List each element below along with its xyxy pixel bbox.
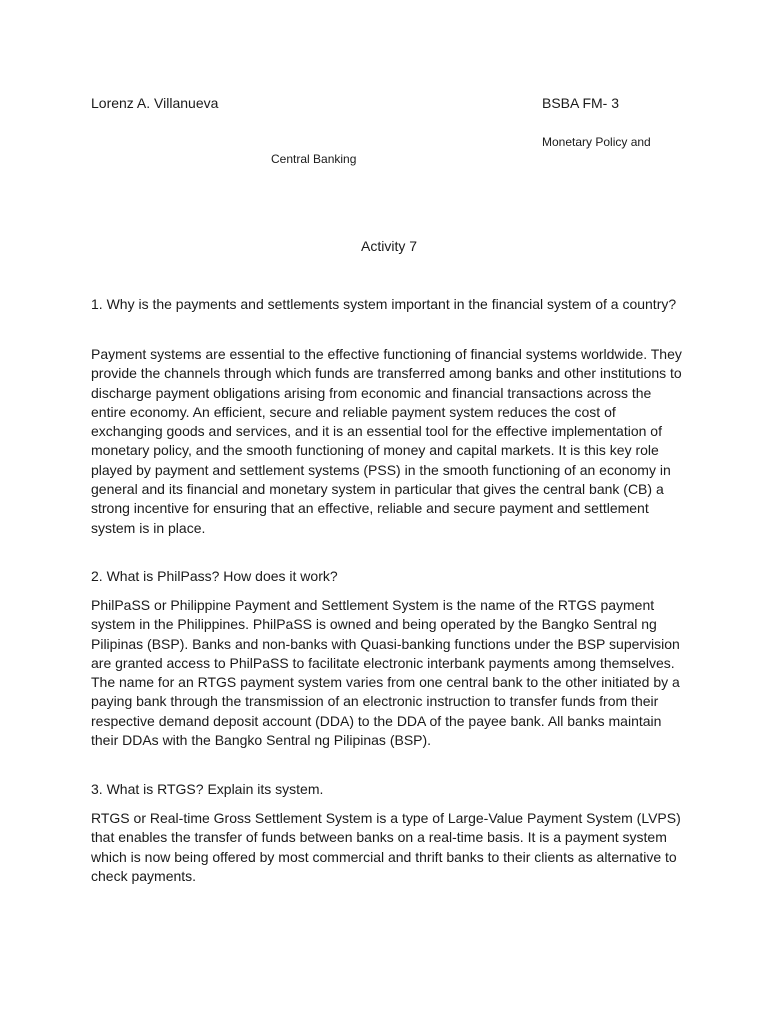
question-block-2 — [91, 567, 683, 586]
question-3: 3. What is RTGS? Explain its system. — [91, 781, 324, 797]
question-1: 1. Why is the payments and settlements system important in the financial system of a country? — [91, 296, 677, 312]
subject-line-1: Monetary Policy and — [542, 135, 651, 149]
answer-block-2 — [91, 596, 683, 750]
question-block-3 — [91, 780, 683, 799]
activity-title: Activity 7 — [361, 238, 418, 254]
answer-block-3 — [91, 809, 683, 886]
answer-2: PhilPaSS or Philippine Payment and Settlement System is the name of the RTGS payment system in the Philippines. PhilPaSS is owned and being operated by the Bangko Sentral ng Pilipinas (BSP). Banks and non-banks with Quasi-banking functions under the BSP supervision are granted access to PhilPaSS to facilitate electronic interbank payments among themselves. The name for an RTGS payment system varies from one central bank to the other initiated by a paying bank through the transmission of an electronic instruction to transfer funds from their respective demand deposit account (DDA) to the DDA of the payee bank. All banks maintain their DDAs with the Bangko Sentral ng Pilipinas (BSP). — [91, 597, 680, 749]
question-block-1 — [91, 295, 683, 314]
answer-3: RTGS or Real-time Gross Settlement System is a type of Large-Value Payment System (LVPS) that enables the transfer of funds between banks on a real-time basis. It is a payment system which is now being offered by most commercial and thrift banks to their clients as alternative to check payments. — [91, 810, 681, 884]
question-2: 2. What is PhilPass? How does it work? — [91, 568, 338, 584]
author-name: Lorenz A. Villanueva — [91, 95, 219, 111]
answer-1: Payment systems are essential to the effective functioning of financial systems worldwide. They provide the channels through which funds are transferred among banks and other institutions to discharge payment obligations arising from economic and financial transactions across the entire economy. An efficient, secure and reliable payment system reduces the cost of exchanging goods and services, and it is an essential tool for the effective implementation of monetary policy, and the smooth functioning of money and capital markets. It is this key role played by payment and settlement systems (PSS) in the smooth functioning of an economy in general and its financial and monetary system in particular that gives the central bank (CB) a strong incentive for ensuring that an effective, reliable and secure payment and settlement system is in place. — [91, 346, 682, 536]
course-label: BSBA FM- 3 — [542, 95, 620, 111]
answer-block-1 — [91, 345, 683, 538]
subject-line-2: Central Banking — [271, 152, 357, 166]
